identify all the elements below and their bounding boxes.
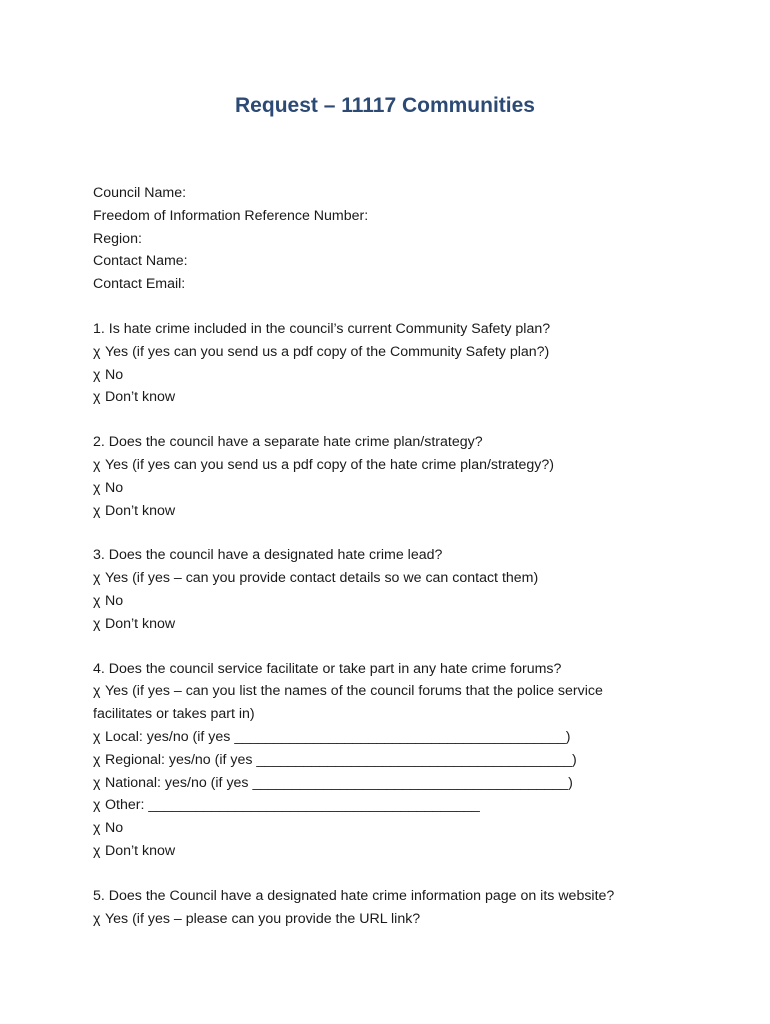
option-q3-no[interactable] [93, 591, 693, 614]
option-q4-no[interactable] [93, 818, 693, 841]
document-title: Request – 11117 Communities [235, 94, 535, 117]
option-q1-dont-know[interactable] [93, 387, 693, 410]
option-q1-yes[interactable] [93, 342, 693, 365]
option-label: Yes (if yes – can you provide contact details so we can contact them) [105, 570, 539, 587]
checkbox-icon[interactable]: χ [93, 502, 101, 519]
checkbox-icon[interactable]: χ [93, 592, 101, 609]
option-label: Don’t know [105, 842, 176, 859]
detail-foi-reference: Freedom of Information Reference Number: [93, 207, 369, 224]
option-q4-other[interactable] [93, 795, 693, 818]
checkbox-icon[interactable]: χ [93, 728, 101, 745]
option-q4-regional[interactable] [93, 750, 693, 773]
option-label: Yes (if yes – can you list the names of the council forums that the police service [105, 683, 603, 700]
option-label: National: yes/no (if yes ________________________________________) [105, 774, 573, 791]
option-q4-national[interactable] [93, 773, 693, 796]
form-body [93, 183, 693, 931]
option-q2-yes[interactable] [93, 455, 693, 478]
detail-region: Region: [93, 230, 142, 247]
checkbox-icon[interactable]: χ [93, 343, 101, 360]
option-q2-dont-know[interactable] [93, 501, 693, 524]
option-label: Yes (if yes can you send us a pdf copy of the Community Safety plan?) [105, 343, 550, 360]
option-label: Yes (if yes – please can you provide the URL link? [105, 910, 421, 927]
checkbox-icon[interactable]: χ [93, 366, 101, 383]
option-label: No [105, 479, 124, 496]
question-2: 2. Does the council have a separate hate crime plan/strategy? [93, 434, 483, 451]
checkbox-icon[interactable]: χ [93, 479, 101, 496]
option-label: Other: __________________________________________ [105, 797, 480, 814]
option-label: Don’t know [105, 389, 176, 406]
option-label: No [105, 366, 124, 383]
option-q2-no[interactable] [93, 478, 693, 501]
option-label: No [105, 820, 124, 837]
option-q4-yes-continued: facilitates or takes part in) [93, 706, 255, 723]
checkbox-icon[interactable]: χ [93, 774, 101, 791]
checkbox-icon[interactable]: χ [93, 683, 101, 700]
option-label: Don’t know [105, 502, 176, 519]
checkbox-icon[interactable]: χ [93, 842, 101, 859]
checkbox-icon[interactable]: χ [93, 456, 101, 473]
option-q3-dont-know[interactable] [93, 614, 693, 637]
option-q4-dont-know[interactable] [93, 841, 693, 864]
option-label: Regional: yes/no (if yes ________________________________________) [105, 751, 577, 768]
checkbox-icon[interactable]: χ [93, 570, 101, 587]
option-label: Don’t know [105, 615, 176, 632]
option-label: Local: yes/no (if yes __________________________________________) [105, 728, 571, 745]
checkbox-icon[interactable]: χ [93, 797, 101, 814]
option-q4-yes[interactable] [93, 681, 693, 704]
detail-contact-email: Contact Email: [93, 276, 186, 293]
checkbox-icon[interactable]: χ [93, 820, 101, 837]
detail-council-name: Council Name: [93, 185, 187, 201]
checkbox-icon[interactable]: χ [93, 615, 101, 632]
question-1: 1. Is hate crime included in the council’s current Community Safety plan? [93, 320, 551, 337]
option-q4-local[interactable] [93, 727, 693, 750]
option-q1-no[interactable] [93, 365, 693, 388]
question-4: 4. Does the council service facilitate or take part in any hate crime forums? [93, 660, 562, 677]
checkbox-icon[interactable]: χ [93, 910, 101, 927]
detail-contact-name: Contact Name: [93, 253, 188, 270]
option-label: Yes (if yes can you send us a pdf copy of the hate crime plan/strategy?) [105, 456, 554, 473]
option-q3-yes[interactable] [93, 568, 693, 591]
option-q5-yes[interactable] [93, 909, 693, 932]
question-5: 5. Does the Council have a designated hate crime information page on its website? [93, 887, 615, 904]
checkbox-icon[interactable]: χ [93, 751, 101, 768]
checkbox-icon[interactable]: χ [93, 389, 101, 406]
option-label: No [105, 592, 124, 609]
question-3: 3. Does the council have a designated hate crime lead? [93, 547, 443, 564]
